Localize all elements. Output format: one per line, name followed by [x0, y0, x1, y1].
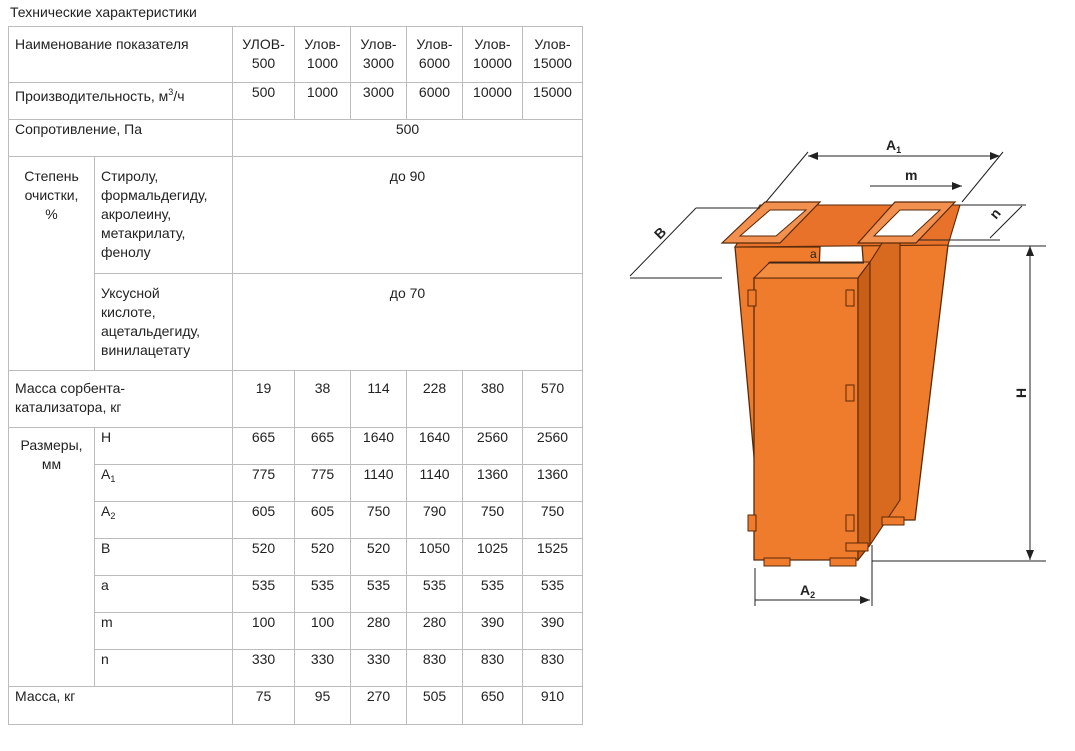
- label-A2: $A_2$: [800, 582, 816, 600]
- text-line: очистки,: [24, 187, 79, 203]
- mass-label: Масса, кг: [9, 687, 233, 725]
- text-line: %: [45, 206, 58, 222]
- text-line: ацетальдегиду,: [101, 323, 201, 339]
- value-cell: 790: [407, 502, 463, 539]
- purification-row: [9, 157, 583, 274]
- header-row: [9, 27, 583, 83]
- text-line: катализатора, кг: [15, 399, 122, 415]
- dimension-row: [9, 539, 583, 576]
- model-header: [463, 27, 523, 83]
- dimension-param: [95, 576, 233, 613]
- purification-value: до 70: [233, 274, 583, 371]
- value-cell: 380: [463, 371, 523, 428]
- substance-cell: [95, 274, 233, 371]
- value-cell: 520: [351, 539, 407, 576]
- value-cell: 775: [233, 465, 295, 502]
- value-cell: 1360: [523, 465, 583, 502]
- value-cell: 1140: [351, 465, 407, 502]
- purification-row: [9, 274, 583, 371]
- value-cell: 500: [233, 83, 295, 120]
- dimension-param: [95, 613, 233, 650]
- value-cell: 910: [523, 687, 583, 725]
- value-cell: 650: [463, 687, 523, 725]
- device-drawing: [600, 120, 1070, 620]
- text-line: кислоте,: [101, 304, 156, 320]
- value-cell: 75: [233, 687, 295, 725]
- dimension-row: [9, 613, 583, 650]
- value-cell: 1025: [463, 539, 523, 576]
- text-line: формальдегиду,: [101, 187, 208, 203]
- value-cell: 280: [407, 613, 463, 650]
- value-cell: 100: [295, 613, 351, 650]
- value-cell: 535: [407, 576, 463, 613]
- value-cell: 330: [351, 650, 407, 687]
- value-cell: 535: [233, 576, 295, 613]
- value-cell: 535: [523, 576, 583, 613]
- value-cell: 10000: [463, 83, 523, 120]
- label-n: n: [986, 205, 1004, 222]
- dimension-param: [95, 650, 233, 687]
- value-cell: 775: [295, 465, 351, 502]
- model-header: [523, 27, 583, 83]
- sorbent-mass-row: [9, 371, 583, 428]
- productivity-row: [9, 83, 583, 120]
- text-line: Улов-: [360, 36, 397, 52]
- model-header: [351, 27, 407, 83]
- value-cell: 1525: [523, 539, 583, 576]
- dimension-param: [95, 539, 233, 576]
- value-cell: 750: [523, 502, 583, 539]
- resistance-label: Сопротивление, Па: [9, 120, 233, 157]
- value-cell: 3000: [351, 83, 407, 120]
- model-header: [407, 27, 463, 83]
- value-cell: 15000: [523, 83, 583, 120]
- param-symbol: A: [101, 466, 111, 482]
- value-cell: 228: [407, 371, 463, 428]
- value-cell: 535: [463, 576, 523, 613]
- param-symbol: n: [101, 651, 109, 667]
- text-line: метакрилату,: [101, 225, 186, 241]
- text-line: Уксусной: [101, 285, 160, 301]
- dimension-row: [9, 465, 583, 502]
- text-line: Улов-: [304, 36, 341, 52]
- label-a: a: [810, 247, 817, 261]
- text-line: Масса сорбента-: [15, 380, 126, 396]
- text-line: Размеры,: [20, 437, 83, 453]
- value-cell: 750: [351, 502, 407, 539]
- value-cell: 6000: [407, 83, 463, 120]
- text-line: 1000: [306, 55, 339, 71]
- label-H: H: [1013, 387, 1029, 398]
- value-cell: 95: [295, 687, 351, 725]
- param-symbol: m: [101, 614, 113, 630]
- value-cell: 520: [233, 539, 295, 576]
- text-line: Улов-: [474, 36, 511, 52]
- dimension-param: [95, 428, 233, 465]
- purification-value: до 90: [233, 157, 583, 274]
- value-cell: 605: [233, 502, 295, 539]
- purification-label: [9, 157, 95, 371]
- model-header: [233, 27, 295, 83]
- mass-row: [9, 687, 583, 725]
- header-label: Наименование показателя: [9, 27, 233, 83]
- value-cell: 1640: [351, 428, 407, 465]
- label-text: /ч: [173, 88, 185, 104]
- value-cell: 665: [233, 428, 295, 465]
- text-line: фенолу: [101, 244, 151, 260]
- value-cell: 520: [295, 539, 351, 576]
- productivity-label: [9, 83, 233, 120]
- value-cell: 830: [523, 650, 583, 687]
- param-symbol: H: [101, 429, 112, 445]
- text-line: Улов-: [416, 36, 453, 52]
- value-cell: 2560: [463, 428, 523, 465]
- dimension-row: [9, 576, 583, 613]
- dimension-row: [9, 502, 583, 539]
- value-cell: 100: [233, 613, 295, 650]
- param-symbol: a: [101, 577, 109, 593]
- dimensions-label: [9, 428, 95, 687]
- value-cell: 1050: [407, 539, 463, 576]
- label-text: Производительность, м: [15, 88, 169, 104]
- dimension-param: [95, 465, 233, 502]
- text-line: 6000: [418, 55, 451, 71]
- substance-cell: [95, 157, 233, 274]
- text-line: акролеину,: [101, 206, 172, 222]
- value-cell: 38: [295, 371, 351, 428]
- dimension-param: [95, 502, 233, 539]
- value-cell: 750: [463, 502, 523, 539]
- value-cell: 1000: [295, 83, 351, 120]
- text-line: 3000: [362, 55, 395, 71]
- text-line: Улов-: [534, 36, 571, 52]
- specifications-table: [8, 26, 583, 725]
- text-line: 500: [251, 55, 276, 71]
- text-line: УЛОВ-: [242, 36, 285, 52]
- value-cell: 665: [295, 428, 351, 465]
- dimension-row: [9, 428, 583, 465]
- value-cell: 830: [463, 650, 523, 687]
- text-line: мм: [41, 456, 62, 472]
- value-cell: 270: [351, 687, 407, 725]
- param-subscript: 1: [110, 474, 116, 484]
- param-subscript: 2: [110, 511, 116, 521]
- value-cell: 330: [295, 650, 351, 687]
- value-cell: 330: [233, 650, 295, 687]
- dimension-row: [9, 650, 583, 687]
- text-line: Степень: [24, 168, 79, 184]
- value-cell: 1640: [407, 428, 463, 465]
- model-header: [295, 27, 351, 83]
- value-cell: 570: [523, 371, 583, 428]
- param-symbol: A: [101, 503, 111, 519]
- value-cell: 535: [295, 576, 351, 613]
- value-cell: 390: [463, 613, 523, 650]
- resistance-row: [9, 120, 583, 157]
- param-symbol: B: [101, 540, 111, 556]
- value-cell: 505: [407, 687, 463, 725]
- label-sup: 3: [168, 87, 174, 97]
- text-line: Стиролу,: [101, 168, 159, 184]
- value-cell: 1140: [407, 465, 463, 502]
- label-B: B: [650, 223, 670, 243]
- value-cell: 114: [351, 371, 407, 428]
- text-line: винилацетату: [101, 342, 191, 358]
- absorber-body: [722, 202, 960, 566]
- value-cell: 535: [351, 576, 407, 613]
- resistance-value: 500: [233, 120, 583, 157]
- text-line: 10000: [473, 55, 512, 71]
- table-caption: Технические характеристики: [10, 4, 197, 20]
- sorbent-mass-label: [9, 371, 233, 428]
- value-cell: 280: [351, 613, 407, 650]
- value-cell: 390: [523, 613, 583, 650]
- value-cell: 2560: [523, 428, 583, 465]
- value-cell: 830: [407, 650, 463, 687]
- value-cell: 19: [233, 371, 295, 428]
- value-cell: 1360: [463, 465, 523, 502]
- label-A1: $A_1$: [886, 137, 902, 155]
- text-line: 15000: [533, 55, 572, 71]
- label-m: m: [905, 167, 918, 183]
- value-cell: 605: [295, 502, 351, 539]
